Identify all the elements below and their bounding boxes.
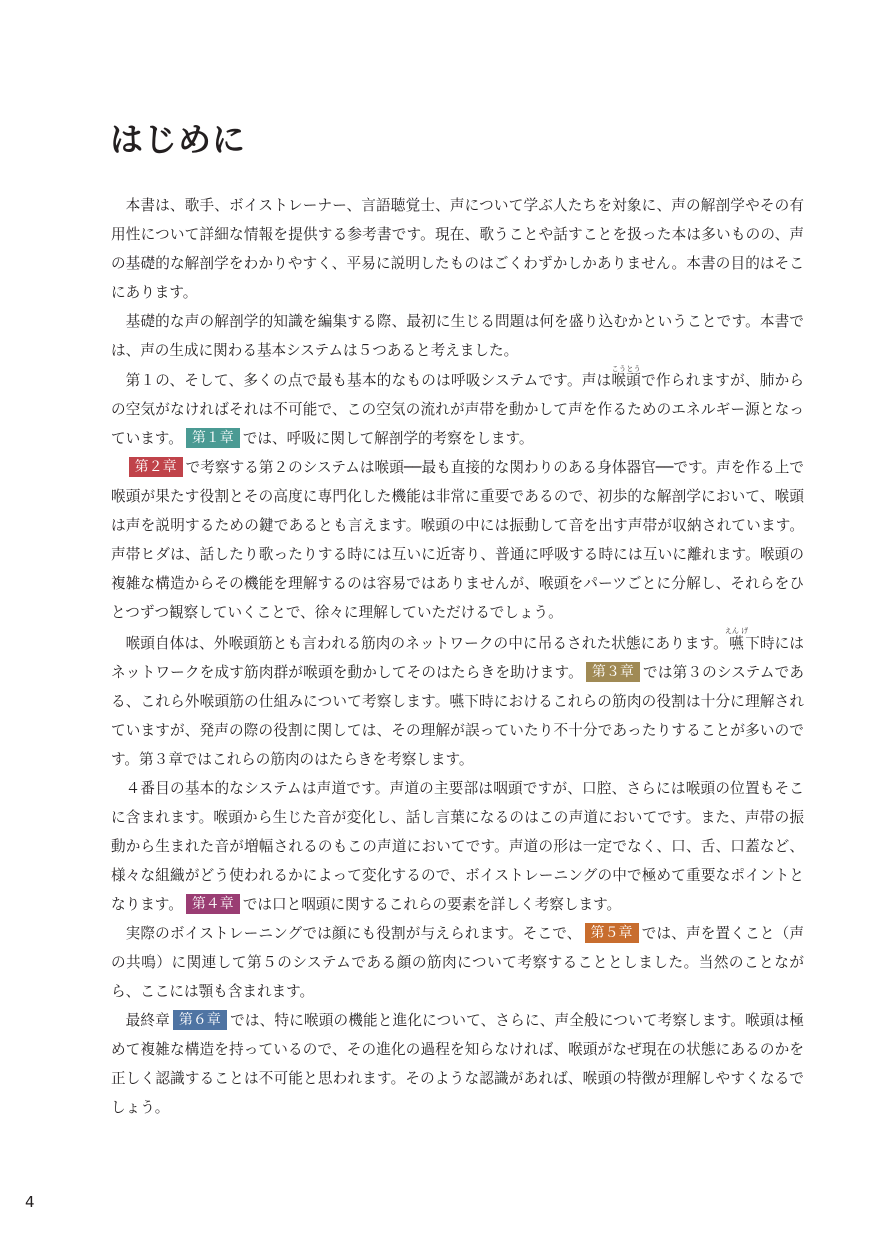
paragraph (111, 307, 804, 365)
paragraph (111, 627, 804, 774)
ruby-reading: えん げ (724, 627, 749, 635)
paragraph-text: では口と咽頭に関するこれらの要素を詳しく考察します。 (242, 896, 622, 913)
paragraph-text: 最終章 (125, 1012, 170, 1029)
paragraph (111, 365, 804, 453)
ruby-base: 喉頭 (611, 372, 642, 389)
paragraph-text: で考察する第２のシステムは喉頭──最も直接的な関わりのある身体器官──です。声を作る上で喉頭が果たす役割とその高度に専門化した機能は非常に重要であるので、初歩的な解剖学において、喉頭は声を説明するための鍵であるとも言えます。喉頭の中には振動して音を出す声帯が収納されています。声帯ヒダは、話したり歌ったりする時には互いに近寄り、普通に呼吸する時には互いに離れます。喉頭の複雑な構造からその機能を理解するのは容易ではありませんが、喉頭をパーツごとに分解し、それらをひとつずつ観察していくことで、徐々に理解していただけるでしょう。 (111, 459, 804, 621)
paragraph-text: では、特に喉頭の機能と進化について、さらに、声全般について考察します。喉頭は極めて複雑な構造を持っているので、その進化の過程を知らなければ、喉頭がなぜ現在の状態にあるのかを正しく認識することは不可能と思われます。そのような認識があれば、喉頭の特徴が理解しやすくなるでしょう。 (111, 1012, 804, 1116)
chapter-4-tag: 第４章 (186, 894, 240, 914)
ruby-reading: こうとう (611, 365, 641, 373)
page-title: はじめに (110, 120, 246, 159)
paragraph-text: 喉頭自体は、外喉頭筋とも言われる筋肉のネットワークの中に吊るされた状態にあります。 (125, 635, 728, 652)
chapter-3-tag: 第３章 (586, 662, 640, 682)
paragraph-text: 本書は、歌手、ボイストレーナー、言語聴覚士、声について学ぶ人たちを対象に、声の解剖学やその有用性について詳細な情報を提供する参考書です。現在、歌うことや話すことを扱った本は多いものの、声の基礎的な解剖学をわかりやすく、平易に説明したものはごくわずかしかありません。本書の目的はそこにあります。 (111, 197, 804, 301)
paragraph (111, 1006, 804, 1122)
paragraph (111, 453, 804, 627)
ruby-koutou (611, 365, 642, 389)
chapter-5-tag: 第５章 (585, 923, 639, 943)
ruby-enge (724, 627, 749, 652)
paragraph-text: では、呼吸に関して解剖学的考察をします。 (242, 430, 534, 447)
chapter-2-tag: 第２章 (129, 457, 183, 477)
paragraph-text: では、声を置くこと（声の共鳴）に関連して第５のシステムである顔の筋肉について考察することとしました。当然のことながら、ここには顎も含まれます。 (111, 925, 804, 1000)
chapter-6-tag: 第６章 (173, 1010, 227, 1030)
paragraph-text: では第３のシステムである、これら外喉頭筋の仕組みについて考察します。嚥下時におけるこれらの筋肉の役割は十分に理解されていますが、発声の際の役割に関しては、その理解が誤っていたり不十分であったりすることが多いのです。第３章ではこれらの筋肉のはたらきを考察します。 (111, 664, 804, 768)
paragraph-text: で作られますが、肺からの空気がなければそれは不可能で、この空気の流れが声帯を動かして声を作るためのエネルギー源となっています。 (111, 372, 804, 447)
paragraph-text: 下時にはネットワークを成す筋肉群が喉頭を動かしてそのはたらきを助けます。 (111, 635, 804, 681)
paragraph (111, 774, 804, 919)
paragraph (111, 191, 804, 307)
ruby-base: 嚥 (724, 635, 749, 652)
page-number: 4 (25, 1193, 35, 1211)
paragraph-text: ４番目の基本的なシステムは声道です。声道の主要部は咽頭ですが、口腔、さらには喉頭の位置もそこに含まれます。喉頭から生じた音が変化し、話し言葉になるのはこの声道においてです。また、声帯の振動から生まれた音が増幅されるのもこの声道においてです。声道の形は一定でなく、口、舌、口蓋など、様々な組織がどう使われるかによって変化するので、ボイストレーニングの中で極めて重要なポイントとなります。 (111, 780, 804, 913)
paragraph-text: 実際のボイストレーニングでは顔にも役割が与えられます。そこで、 (125, 925, 582, 942)
body-text (111, 191, 804, 1122)
paragraph-text: 基礎的な声の解剖学的知識を編集する際、最初に生じる問題は何を盛り込むかということです。本書では、声の生成に関わる基本システムは５つあると考えました。 (111, 313, 804, 359)
chapter-1-tag: 第１章 (186, 428, 240, 448)
paragraph (111, 919, 804, 1006)
paragraph-text: 第１の、そして、多くの点で最も基本的なものは呼吸システムです。声は (125, 372, 612, 389)
